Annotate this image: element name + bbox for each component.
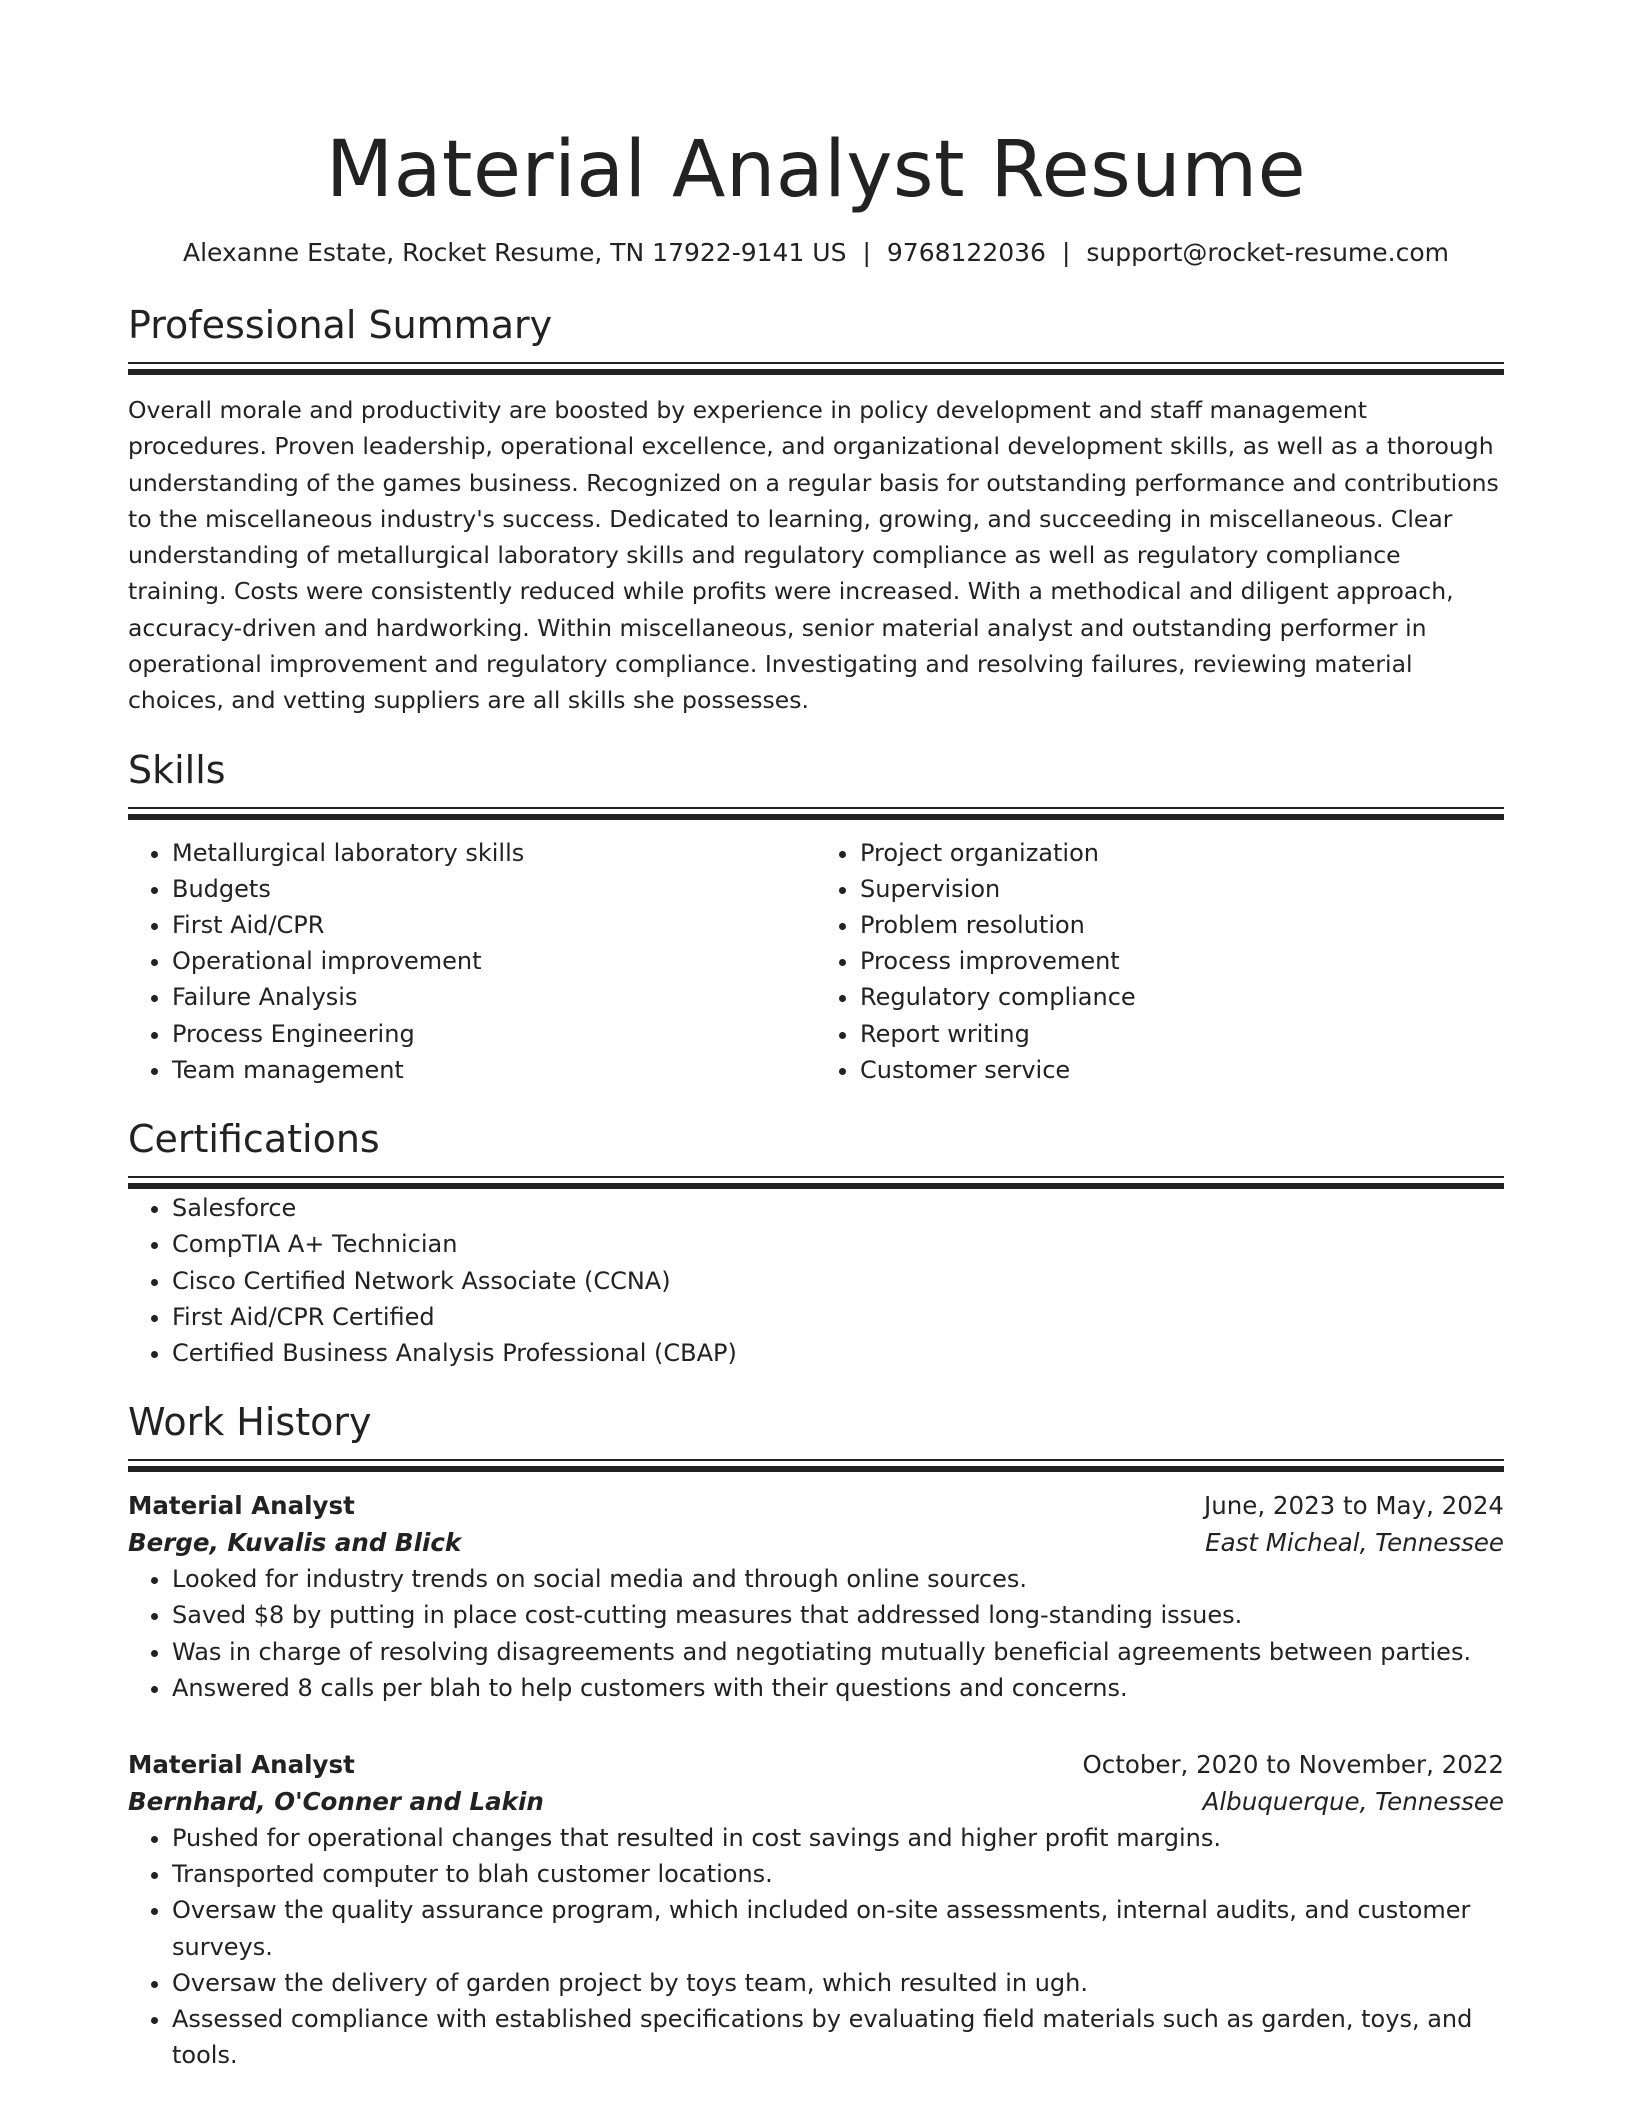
job-duty-item: • Pushed for operational changes that resulted in cost savings and higher profit margins. (172, 1820, 1504, 1856)
job-entry (128, 1487, 1504, 1706)
skill-item: • Customer service (860, 1052, 1504, 1088)
job-header-row (128, 1487, 1504, 1524)
contact-address: Alexanne Estate, Rocket Resume, TN 17922-9141 US (182, 238, 847, 267)
skill-item: • First Aid/CPR (172, 907, 816, 943)
certification-item: • Cisco Certified Network Associate (CCNA) (172, 1263, 1504, 1299)
job-title: Material Analyst (128, 1749, 355, 1779)
skills-columns (128, 835, 1504, 1088)
job-subheader-row (128, 1783, 1504, 1820)
skill-item: • Team management (172, 1052, 816, 1088)
skill-item: • Process Engineering (172, 1016, 816, 1052)
job-company: Berge, Kuvalis and Blick (128, 1528, 462, 1558)
certification-item: • First Aid/CPR Certified (172, 1299, 1504, 1335)
job-dates: June, 2023 to May, 2024 (1203, 1491, 1504, 1521)
contact-separator: | (862, 238, 871, 267)
skill-item: • Failure Analysis (172, 979, 816, 1015)
job-location: Albuquerque, Tennessee (1202, 1786, 1504, 1816)
professional-summary-section (128, 300, 1504, 719)
skill-item: • Regulatory compliance (860, 979, 1504, 1015)
summary-text: Overall morale and productivity are boosted by experience in policy development and staff management procedures. Proven leadership, operational excellence, and organizational development skills, as well as a thorough understanding of the games business. Recognized on a regular basis for outstanding performance and contributions to the miscellaneous industry's success. Dedicated to learning, growing, and succeeding in miscellaneous. Clear understanding of metallurgical laboratory skills and regulatory compliance as well as regulatory compliance training. Costs were consistently reduced while profits were increased. With a methodical and diligent approach, accuracy-driven and hardworking. Within miscellaneous, senior material analyst and outstanding performer in operational improvement and regulatory compliance. Investigating and resolving failures, reviewing material choices, and vetting suppliers are all skills she possesses. (128, 396, 1499, 715)
job-duties-list (128, 1820, 1504, 2073)
certifications-section (128, 1114, 1504, 1371)
job-duty-item: • Answered 8 calls per blah to help customers with their questions and concerns. (172, 1670, 1504, 1706)
skill-item: • Metallurgical laboratory skills (172, 835, 816, 871)
section-heading-summary: Professional Summary (128, 303, 553, 347)
skill-item: • Operational improvement (172, 943, 816, 979)
section-divider (128, 807, 1504, 821)
certifications-list (128, 1190, 1504, 1371)
certification-item: • Certified Business Analysis Professional (CBAP) (172, 1335, 1504, 1371)
job-location: East Micheal, Tennessee (1205, 1528, 1504, 1558)
skill-item: • Problem resolution (860, 907, 1504, 943)
contact-phone: 9768122036 (886, 238, 1046, 267)
job-subheader-row (128, 1524, 1504, 1561)
job-title: Material Analyst (128, 1491, 355, 1521)
job-duty-item: • Assessed compliance with established specifications by evaluating field materials such as garden, toys, and tools. (172, 2001, 1504, 2073)
skill-item: • Report writing (860, 1016, 1504, 1052)
certification-item: • CompTIA A+ Technician (172, 1226, 1504, 1262)
contact-separator: | (1061, 238, 1071, 267)
contact-email: support@rocket-resume.com (1086, 238, 1450, 267)
section-divider (128, 362, 1504, 376)
skill-item: • Process improvement (860, 943, 1504, 979)
job-company: Bernhard, O'Conner and Lakin (128, 1786, 544, 1816)
job-dates: October, 2020 to November, 2022 (1082, 1749, 1504, 1779)
skill-item: • Supervision (860, 871, 1504, 907)
job-entry (128, 1746, 1504, 2073)
skills-section (128, 745, 1504, 1088)
job-header-row (128, 1746, 1504, 1783)
job-duty-item: • Was in charge of resolving disagreements and negotiating mutually beneficial agreements between parties. (172, 1634, 1504, 1670)
job-duty-item: • Oversaw the delivery of garden project by toys team, which resulted in ugh. (172, 1965, 1504, 2001)
contact-line (128, 236, 1504, 270)
section-divider (128, 1459, 1504, 1473)
skills-list-right (816, 835, 1504, 1088)
section-heading-skills: Skills (128, 747, 226, 792)
job-duty-item: • Looked for industry trends on social media and through online sources. (172, 1561, 1504, 1597)
resume-title: Material Analyst Resume (325, 125, 1307, 215)
work-history-section (128, 1397, 1504, 2073)
section-heading-certifications: Certifications (128, 1117, 380, 1162)
job-duties-list (128, 1561, 1504, 1706)
job-duty-item: • Saved $8 by putting in place cost-cutting measures that addressed long-standing issues. (172, 1597, 1504, 1633)
skill-item: • Budgets (172, 871, 816, 907)
certification-item: • Salesforce (172, 1190, 1504, 1226)
section-heading-work-history: Work History (128, 1400, 372, 1445)
section-divider (128, 1176, 1504, 1190)
job-duty-item: • Transported computer to blah customer locations. (172, 1856, 1504, 1892)
skills-list-left (128, 835, 816, 1088)
job-duty-item: • Oversaw the quality assurance program, which included on-site assessments, internal audits, and customer surveys. (172, 1892, 1504, 1964)
skill-item: • Project organization (860, 835, 1504, 871)
